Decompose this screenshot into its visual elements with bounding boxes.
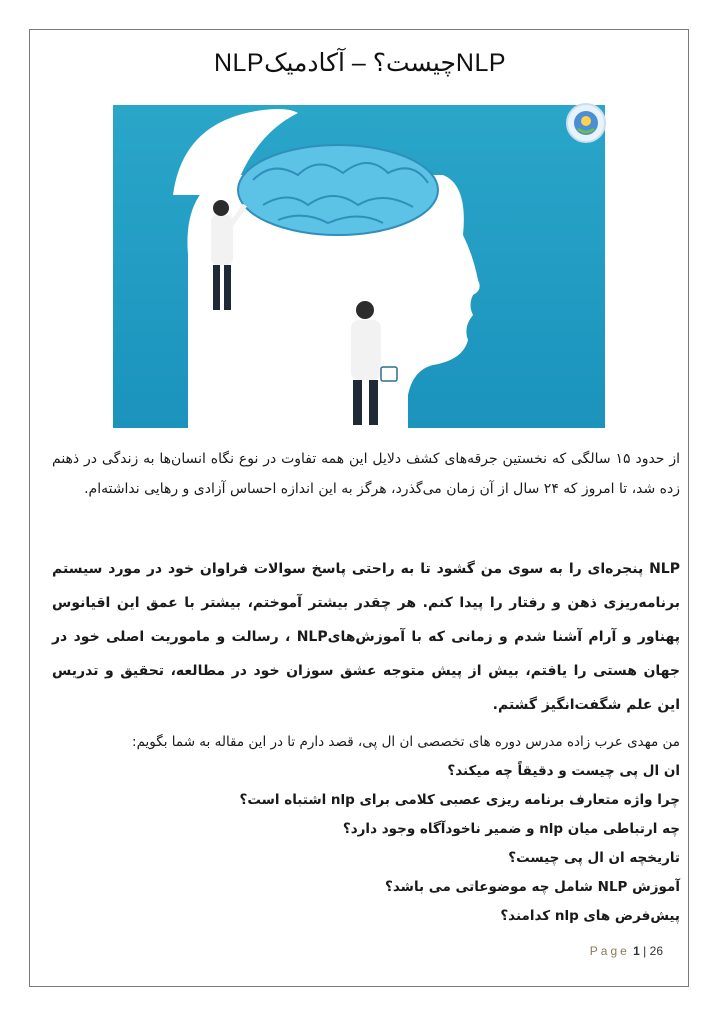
page-separator: | <box>643 944 647 958</box>
page-total: 26 <box>649 944 663 958</box>
academy-logo-icon <box>572 109 600 137</box>
article-illustration <box>113 105 605 428</box>
paragraph-intro: از حدود ۱۵ سالگی که نخستین جرقه‌های کشف دلایل این همه تفاوت در نوع نگاه انسان‌ها به زندگی در ذهنم زده شد، تا امروز که ۲۴ سال از آن زمان می‌گذرد، هرگز به این اندازه احساس آزادی و رهایی نداشته‌ام. <box>52 451 680 497</box>
question-item: چرا واژه متعارف برنامه ریزی عصبی کلامی برای nlp اشتباه است؟ <box>239 792 680 808</box>
question-item: تاریخچه ان ال پی چیست؟ <box>508 850 680 866</box>
academy-logo <box>566 103 606 143</box>
page-footer <box>590 944 663 958</box>
questions-section <box>52 728 680 931</box>
paragraph-nlp: NLP پنجره‌ای را به سوی من گشود تا به راحتی پاسخ سوالات فراوان خود در مورد سیستم برنامه‌ریزی ذهن و رفتار را پیدا کنم. هر چقدر بیشتر آموختم، بیشتر با عمق این اقیانوس پهناور و آرام آشنا شدم و زمانی که با آموزش‌هایNLP ، رسالت و ماموریت اصلی خود در جهان هستی را یافتم، بیش از پیش متوجه عشق سوزان خود در مطالعه، تحقیق و تدریس این علم شگفت‌انگیز گشتم. <box>52 561 681 713</box>
question-item: پیش‌فرض های nlp کدامند؟ <box>500 908 680 924</box>
page-number: 1 <box>633 944 640 958</box>
human-head-brain-illustration <box>113 105 605 428</box>
question-item: ان ال پی چیست و دقیقاً چه میکند؟ <box>447 763 680 779</box>
question-item: آموزش NLP شامل چه موضوعاتی می باشد؟ <box>385 879 680 895</box>
page-title: NLPچیست؟ – آکادمیکNLP <box>213 49 507 77</box>
question-item: چه ارتباطی میان nlp و ضمیر ناخودآگاه وجود دارد؟ <box>342 821 680 837</box>
author-intro: من مهدی عرب زاده مدرس دوره های تخصصی ان ال پی، قصد دارم تا در این مقاله به شما بگویم: <box>132 734 680 750</box>
page-label: Page <box>589 944 630 958</box>
